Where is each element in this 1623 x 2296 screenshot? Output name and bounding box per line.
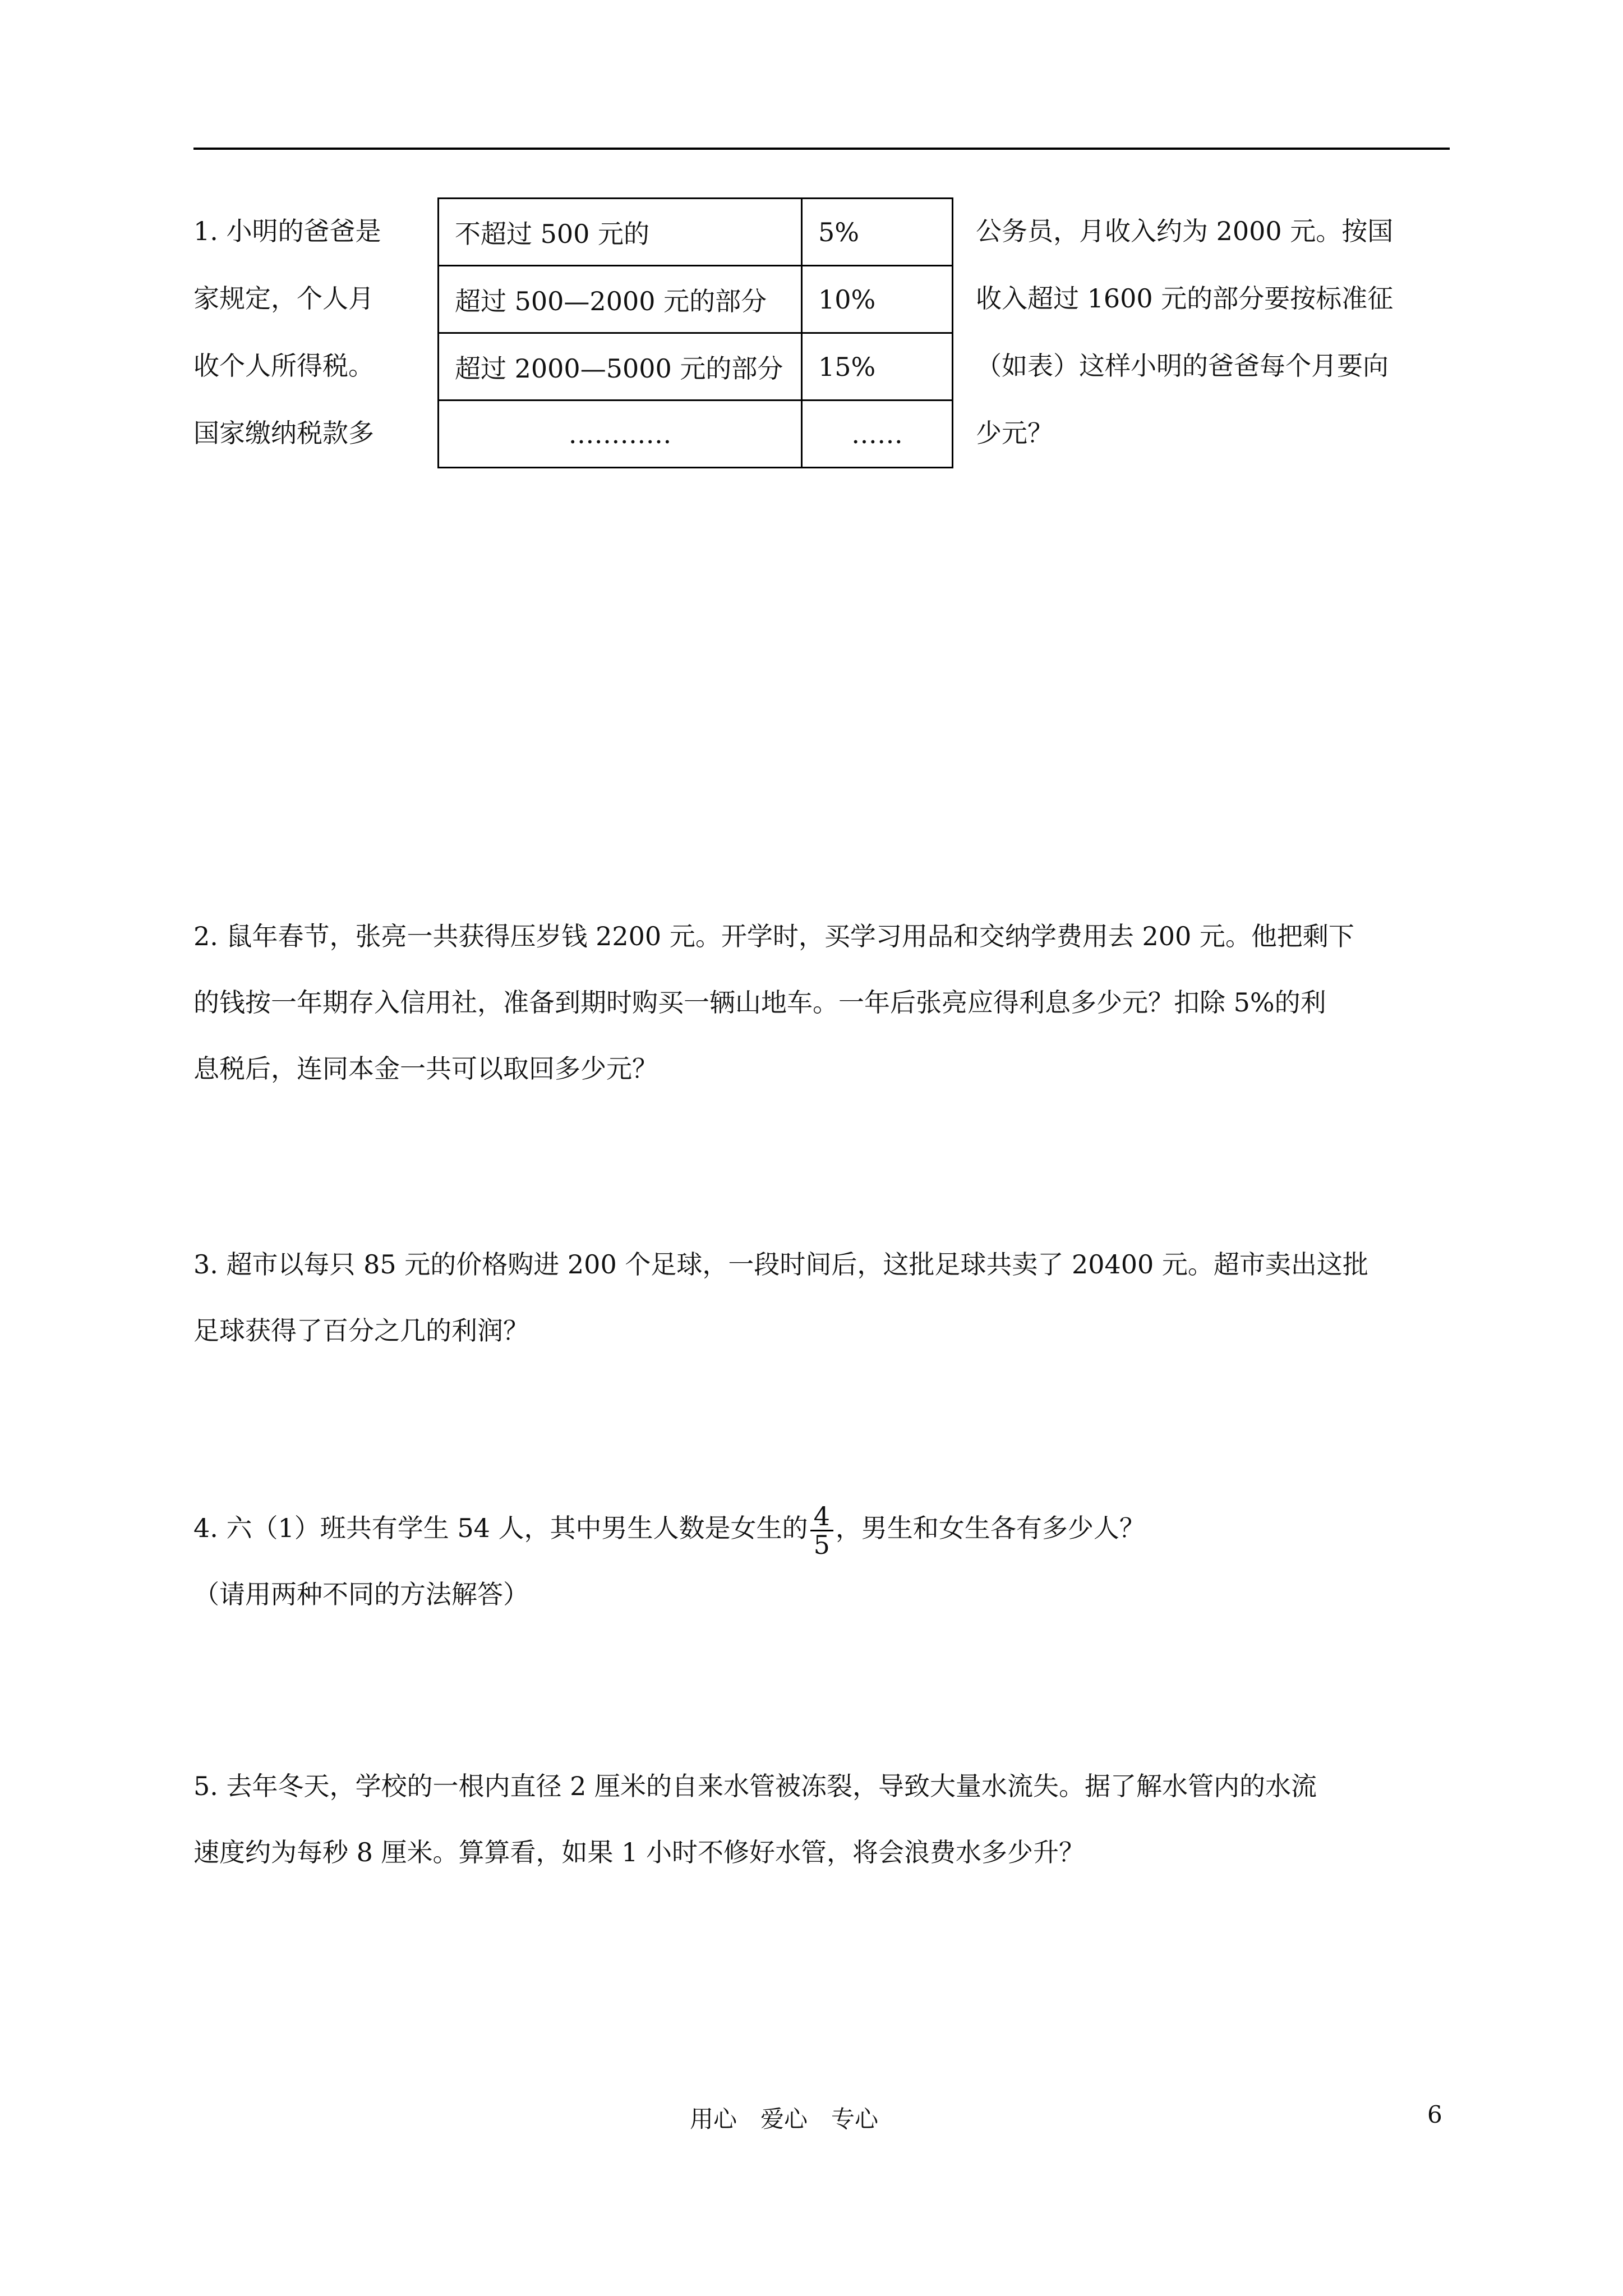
question-2 bbox=[193, 903, 1450, 1102]
text-line: 公务员，月收入约为 2000 元。按国 bbox=[976, 216, 1394, 246]
text-line: 足球获得了百分之几的利润？ bbox=[193, 1315, 529, 1346]
text-line bbox=[193, 1495, 1450, 1561]
table-cell: 超过 2000—5000 元的部分 bbox=[439, 333, 802, 401]
text-line: 5. 去年冬天，学校的一根内直径 2 厘米的自来水管被冻裂，导致大量水流失。据了解水管内的水流 bbox=[193, 1771, 1317, 1801]
text-line: （如表）这样小明的爸爸每个月要向 bbox=[976, 351, 1389, 381]
text-line: 收个人所得税。 bbox=[193, 351, 374, 381]
fraction-denominator: 5 bbox=[813, 1529, 830, 1560]
table-cell: 不超过 500 元的 bbox=[439, 199, 802, 266]
fraction bbox=[810, 1503, 833, 1558]
table-row bbox=[439, 266, 953, 333]
text-line: 收入超过 1600 元的部分要按标准征 bbox=[976, 283, 1394, 314]
question-3 bbox=[193, 1231, 1450, 1364]
question-1-left-text bbox=[193, 197, 418, 467]
text-line: 的钱按一年期存入信用社，准备到期时购买一辆山地车。一年后张亮应得利息多少元？扣除 5%的利 bbox=[193, 987, 1326, 1018]
table-row bbox=[439, 333, 953, 401]
question-text: ，男生和女生各有多少人？ bbox=[835, 1513, 1145, 1543]
question-text: 4. 六（1）班共有学生 54 人，其中男生人数是女生的 bbox=[193, 1513, 808, 1543]
text-line: 家规定，个人月 bbox=[193, 283, 374, 314]
table-cell: 15% bbox=[802, 333, 953, 401]
text-line: 1. 小明的爸爸是 bbox=[193, 216, 381, 246]
question-4 bbox=[193, 1495, 1450, 1627]
table-row bbox=[439, 199, 953, 266]
text-line: 3. 超市以每只 85 元的价格购进 200 个足球，一段时间后，这批足球共卖了 20400 元。超市卖出这批 bbox=[193, 1249, 1368, 1280]
table-cell: 超过 500—2000 元的部分 bbox=[439, 266, 802, 333]
question-5 bbox=[193, 1753, 1450, 1885]
header-rule bbox=[193, 148, 1450, 150]
fraction-numerator: 4 bbox=[810, 1503, 833, 1531]
table-cell: ………… bbox=[439, 401, 802, 468]
page-number: 6 bbox=[1427, 2101, 1442, 2128]
text-line: 少元？ bbox=[976, 418, 1053, 448]
text-line: 2. 鼠年春节，张亮一共获得压岁钱 2200 元。开学时，买学习用品和交纳学费用去 200 元。他把剩下 bbox=[193, 921, 1354, 951]
table-cell: 5% bbox=[802, 199, 953, 266]
question-1-right-text bbox=[976, 197, 1450, 467]
table-row bbox=[439, 401, 953, 468]
footer-motto: 用心 爱心 专心 bbox=[690, 2105, 879, 2133]
text-line: （请用两种不同的方法解答） bbox=[193, 1579, 529, 1609]
text-line: 速度约为每秒 8 厘米。算算看，如果 1 小时不修好水管，将会浪费水多少升？ bbox=[193, 1837, 1085, 1867]
tax-rate-table bbox=[437, 197, 953, 468]
table-cell: 10% bbox=[802, 266, 953, 333]
text-line: 息税后，连同本金一共可以取回多少元？ bbox=[193, 1053, 658, 1084]
table-cell: …… bbox=[802, 401, 953, 468]
text-line: 国家缴纳税款多 bbox=[193, 418, 374, 448]
